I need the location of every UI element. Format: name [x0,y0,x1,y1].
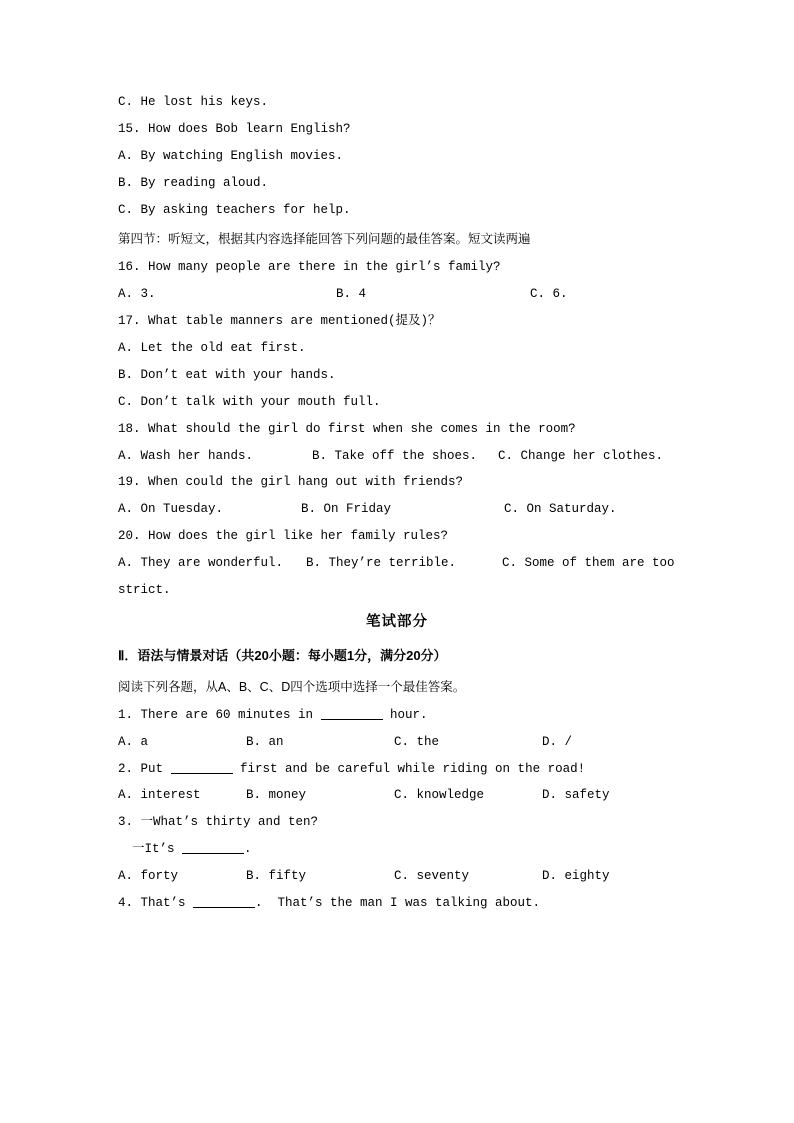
q17-stem: 17. What table manners are mentioned(提及)？ [118,314,441,329]
q19-stem: 19. When could the girl hang out with friends? [118,475,464,490]
q3-answer-blank [182,853,244,854]
q15-option-c: C. By asking teachers for help. [118,202,351,217]
q2-stem-post: first and be careful while riding on the road! [232,761,586,776]
q2-option-d: D. safety [542,788,610,803]
q20-options [118,556,676,570]
q3-option-a: A. forty [118,869,179,883]
q3-options [118,869,676,883]
q17-option-a: A. Let the old eat first. [118,341,306,355]
q3-option-b: B. fifty [246,869,307,883]
q3-stem-line2-pre: 一It’s [132,842,183,857]
q3-option-c: C. seventy [394,869,470,883]
q1-option-c: C. the [394,734,440,749]
written-part-title: 笔试部分 [366,613,428,630]
q1-answer-blank [321,719,383,720]
q20-stem: 20. How does the girl like her family rules? [118,529,449,544]
q2-option-a: A. interest [118,788,201,803]
grammar-section-heading: Ⅱ．语法与情景对话（共20小题：每小题1分，满分20分） [118,647,447,663]
q2-stem [118,762,676,776]
q16-options [118,287,676,301]
q16-option-b: B. 4 [336,287,367,302]
q1-stem [118,708,676,722]
q19-option-a: A. On Tuesday. [118,502,224,517]
q1-options [118,735,676,749]
q18-stem: 18. What should the girl do first when she comes in the room? [118,421,576,436]
q1-option-d: D. / [542,734,573,749]
q4-answer-blank [193,907,255,908]
q2-answer-blank [171,773,233,774]
q20-option-c: C. Some of them are too [502,556,675,570]
q17-option-b: B. Don’t eat with your hands. [118,367,336,382]
q2-options [118,788,676,802]
q1-option-a: A. a [118,734,149,749]
q4-stem [118,896,676,910]
q16-option-a: A. 3. [118,287,156,302]
q3-stem-line1: 3. 一What’s thirty and ten? [118,815,319,830]
q16-option-c: C. 6. [530,287,568,302]
q14-option-c: C. He lost his keys. [118,95,269,109]
q4-stem-post: . That’s the man I was talking about. [255,895,541,910]
q19-options [118,502,676,516]
q2-option-c: C. knowledge [394,788,485,803]
q4-stem-pre: 4. That’s [118,895,194,910]
q20-option-c-continued: strict. [118,582,171,597]
q2-option-b: B. money [246,788,307,803]
q17-option-c: C. Don’t talk with your mouth full. [118,394,381,409]
q1-stem-pre: 1. There are 60 minutes in [118,707,321,722]
q18-option-c: C. Change her clothes. [498,448,664,463]
q15-stem: 15. How does Bob learn English? [118,121,351,136]
q16-stem: 16. How many people are there in the girl’s family? [118,260,501,275]
q18-option-b: B. Take off the shoes. [312,448,478,463]
q3-stem-line2 [118,842,676,856]
q19-option-c: C. On Saturday. [504,502,617,517]
q2-stem-pre: 2. Put [118,761,171,776]
q3-stem-line2-post: . [244,842,252,857]
q18-options [118,449,676,463]
q20-option-b: B. They’re terrible. [306,556,457,570]
q1-option-b: B. an [246,734,284,749]
q20-option-a: A. They are wonderful. [118,556,284,570]
grammar-section-instruction: 阅读下列各题，从A、B、C、D四个选项中选择一个最佳答案。 [118,679,466,694]
section-4-instruction: 第四节：听短文，根据其内容选择能回答下列问题的最佳答案。短文读两遍 [118,232,531,247]
q18-option-a: A. Wash her hands. [118,448,254,463]
q1-stem-post: hour. [382,707,428,722]
q19-option-b: B. On Friday [301,502,392,517]
q15-option-a: A. By watching English movies. [118,148,344,163]
q15-option-b: B. By reading aloud. [118,175,269,190]
q3-option-d: D. eighty [542,869,610,883]
